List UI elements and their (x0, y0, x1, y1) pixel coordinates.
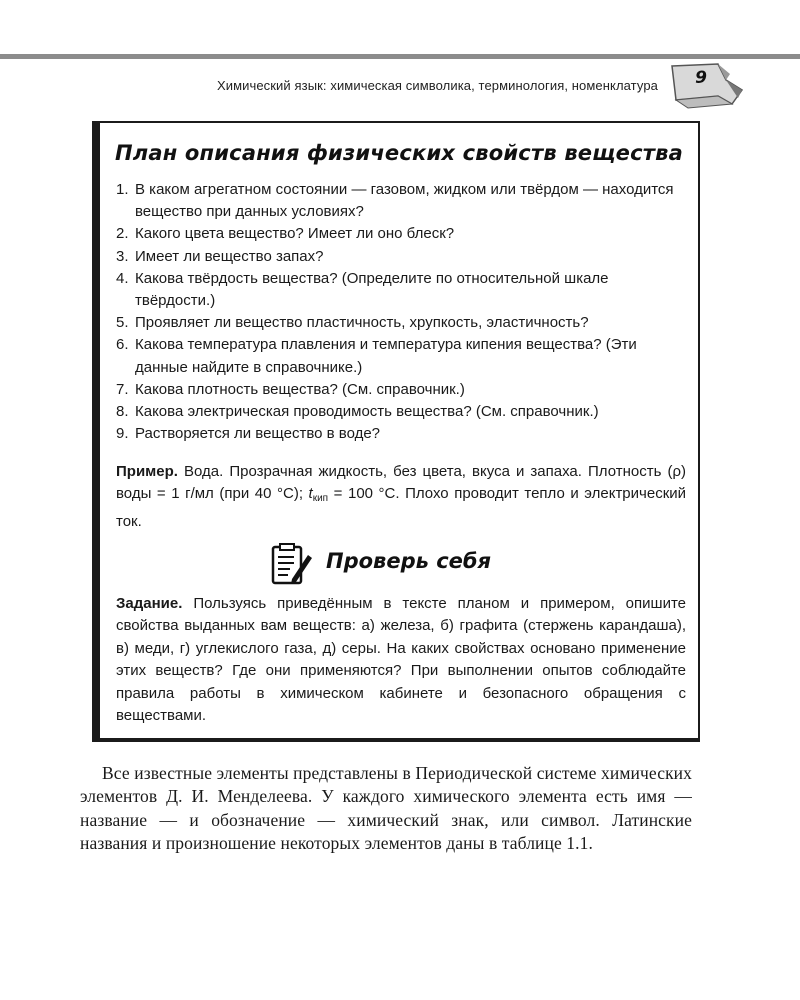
list-item: 7. Какова плотность вещества? (См. справочник.) (116, 380, 465, 398)
check-title: Проверь себя (326, 549, 492, 573)
info-box (92, 121, 700, 742)
example-label: Пример. (116, 463, 178, 480)
t-symbol: t (308, 485, 313, 503)
list-item: 1. В каком агрегатном состоянии — газовом, жидком или твёрдом — находится вещество при данных условиях? (116, 181, 674, 221)
plan-list (116, 179, 686, 445)
list-item: 8. Какова электрическая проводимость вещества? (См. справочник.) (116, 403, 599, 421)
t-subscript: кип (312, 493, 329, 505)
list-item: 4. Какова твёрдость вещества? (Определите по относительной шкале твёрдости.) (116, 269, 609, 310)
list-item: 5. Проявляет ли вещество пластичность, хрупкость, эластичность? (116, 314, 589, 332)
example-paragraph: Пример. Вода. Прозрачная жидкость, без цвета, вкуса и запаха. Плотность (ρ) воды = 1 г/мл (при 40 °С); $t_{кип} = 100$ °С. Плохо проводит тепло и электрический ток. (116, 463, 687, 530)
body-paragraph: Все известные элементы представлены в Периодической системе химических элементов Д. И. Менделеева. У каждого химического элемента есть имя — название — и обозначение — химический знак, или символ. Латинские названия и произношение некоторых элементов даны в таблице 1.1. (80, 763, 692, 853)
task-paragraph: Задание. Пользуясь приведённым в тексте планом и примером, опишите свойства выданных вам веществ: а) железа, б) графита (стержень карандаша), в) меди, г) углекислого газа, д) серы. На каких свойствах основано применение этих веществ? Где они применяются? При выполнении опытов соблюдайте правила работы в химическом кабинете и безопасного обращения с веществами. (116, 595, 686, 725)
list-item: 6. Какова температура плавления и температура кипения вещества? (Эти данные найдите в справочнике.) (116, 336, 637, 376)
task-label: Задание. (116, 595, 183, 612)
list-item: 2. Какого цвета вещество? Имеет ли оно блеск? (116, 225, 455, 243)
page-number: 9 (695, 68, 707, 88)
running-head: Химический язык: химическая символика, терминология, номенклатура (216, 78, 658, 93)
notepad-pencil-icon (270, 541, 314, 587)
box-title: План описания физических свойств вещества (114, 141, 683, 165)
list-item: 9. Растворяется ли вещество в воде? (116, 425, 381, 443)
check-yourself-heading (270, 541, 530, 589)
top-rule (0, 54, 800, 59)
list-item: 3. Имеет ли вещество запах? (116, 247, 324, 265)
